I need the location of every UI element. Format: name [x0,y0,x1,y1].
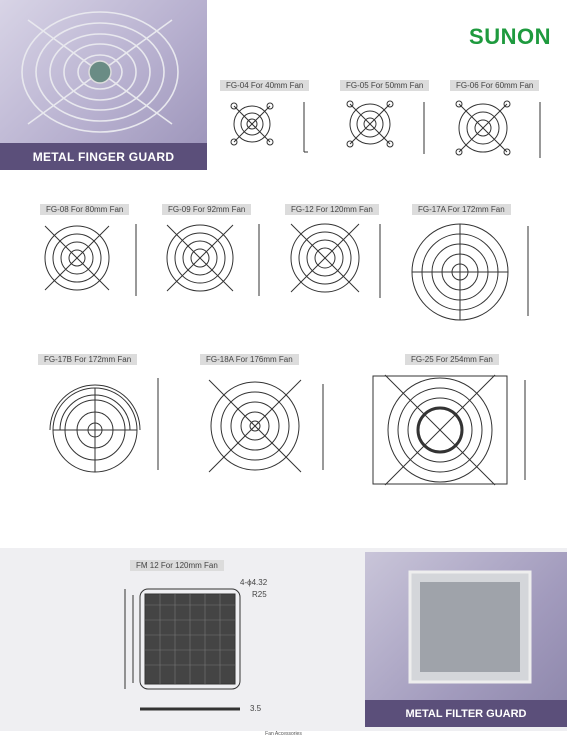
brand-logo: SUNON [469,24,551,49]
guard-drawing [340,92,440,172]
guard-drawing [222,92,322,172]
guard-label: FG-12 For 120mm Fan [285,204,379,215]
guard-drawing [448,92,558,177]
guard-drawing [155,216,275,316]
filter-radius-dim: R25 [252,590,267,599]
finger-guard-title: METAL FINGER GUARD [0,143,207,170]
page-footer: Fan Accessories [265,731,302,737]
guard-label: FG-09 For 92mm Fan [162,204,251,215]
filter-thickness-dim: 3.5 [250,704,262,713]
guard-label: FG-25 For 254mm Fan [405,354,499,365]
guard-drawing [365,370,560,495]
guard-label: FG-18A For 176mm Fan [200,354,299,365]
guard-label: FG-05 For 50mm Fan [340,80,429,91]
filter-guard-title: METAL FILTER GUARD [365,700,567,727]
guard-label: FG-17B For 172mm Fan [38,354,137,365]
guard-label: FG-06 For 60mm Fan [450,80,539,91]
guard-label: FG-08 For 80mm Fan [40,204,129,215]
guard-drawing [400,216,550,336]
guard-drawing [20,370,180,485]
guard-drawing [32,216,152,316]
finger-guard-illustration [0,0,207,143]
guard-drawing [280,216,400,316]
finger-guard-photo [0,0,207,170]
guard-label: FG-04 For 40mm Fan [220,80,309,91]
filter-label: FM 12 For 120mm Fan [130,560,224,571]
guard-label: FG-17A For 172mm Fan [412,204,511,215]
filter-hole-dim: 4-ϕ4.32 [240,578,268,587]
guard-drawing [195,370,355,485]
filter-drawing [115,575,275,725]
